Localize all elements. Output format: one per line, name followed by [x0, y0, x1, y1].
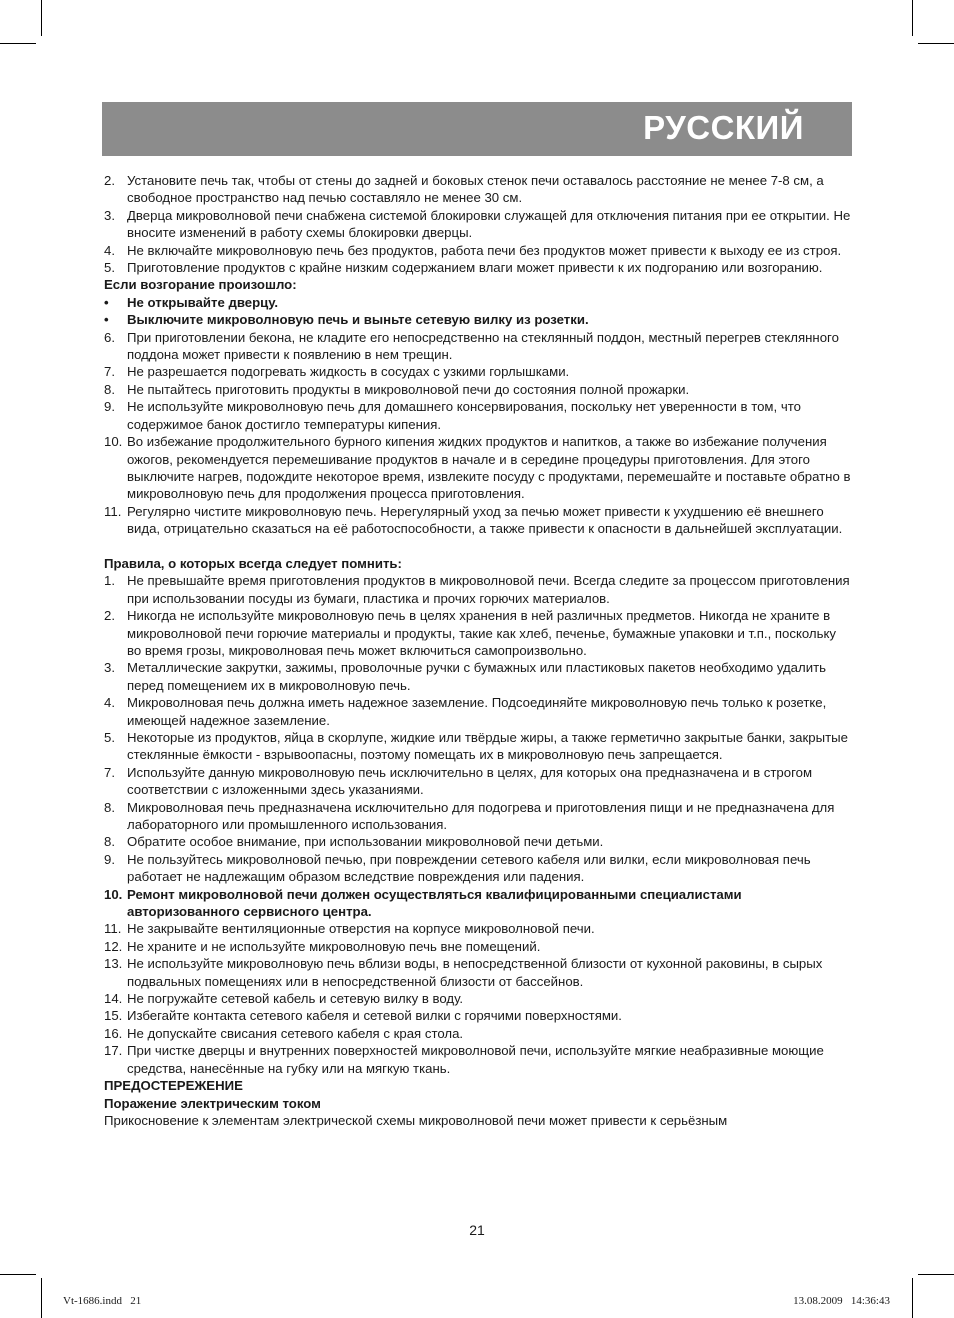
list-item: [104, 503, 852, 538]
crop-mark: [41, 0, 42, 36]
item-text: Не допускайте свисания сетевого кабеля с края стола.: [127, 1025, 464, 1041]
page-number: 21: [469, 1222, 485, 1238]
list-item: [104, 207, 852, 242]
item-number: 9.: [104, 851, 115, 867]
list-item: [104, 920, 852, 937]
list-item: [104, 329, 852, 364]
rules-list-continued: [104, 920, 852, 1077]
item-number: 6.: [104, 329, 115, 345]
list-item: [104, 398, 852, 433]
list-item: [104, 990, 852, 1007]
list-item: [104, 607, 852, 659]
crop-mark: [918, 1274, 954, 1275]
item-number: 10.: [104, 886, 123, 902]
item-text: Установите печь так, чтобы от стены до задней и боковых стенок печи оставалось расстояние не менее 7-8 см, а свободное пространство над печью составляло не менее 30 см.: [127, 173, 824, 206]
item-number: 12.: [104, 938, 123, 954]
list-item: [104, 955, 852, 990]
item-text: Не закрывайте вентиляционные отверстия на корпусе микроволновой печи.: [127, 921, 595, 937]
shock-text: Прикосновение к элементам электрической схемы микроволновой печи может привести к серьёзным: [104, 1112, 728, 1128]
item-number: 4.: [104, 695, 115, 711]
crop-mark: [0, 1274, 36, 1275]
rules-list: [104, 572, 852, 885]
safety-list-a: [104, 172, 852, 276]
list-item: [104, 764, 852, 799]
item-text: Избегайте контакта сетевого кабеля и сетевой вилки с горячими поверхностями.: [127, 1008, 622, 1024]
item-text: Не пользуйтесь микроволновой печью, при повреждении сетевого кабеля или вилки, если микроволновая печь работает не надлежащим образом вследствие повреждения или падения.: [127, 851, 811, 885]
list-item: [104, 729, 852, 764]
item-number: 15.: [104, 1008, 123, 1024]
list-item: [104, 1042, 852, 1077]
item-text: При приготовлении бекона, не кладите его непосредственно на стеклянный поддон, местный перегрев стеклянного поддона может привести к появлению в нем трещин.: [127, 329, 839, 363]
item-text: Ремонт микроволновой печи должен осуществляться квалифицированными специалистами авторизованного сервисного центра.: [127, 886, 742, 920]
crop-mark: [912, 0, 913, 36]
list-item: [104, 572, 852, 607]
item-text: Дверца микроволновой печи снабжена системой блокировки служащей для отключения питания при ее открытии. Не вносите изменений в работу схемы блокировки дверцы.: [127, 207, 851, 241]
crop-mark: [918, 43, 954, 44]
item-number: 2.: [104, 173, 115, 188]
item-number: 4.: [104, 242, 115, 258]
item-text: Не храните и не используйте микроволновую печь вне помещений.: [127, 938, 541, 954]
item-number: 3.: [104, 207, 115, 223]
item-number: 14.: [104, 991, 123, 1007]
list-item: [104, 242, 852, 259]
document-body: [104, 172, 852, 1129]
item-number: 8.: [104, 834, 115, 850]
crop-mark: [912, 1278, 913, 1318]
crop-mark: [0, 43, 36, 44]
fire-bullets: [104, 294, 852, 329]
list-item: [104, 694, 852, 729]
item-number: 16.: [104, 1025, 123, 1041]
item-text: Используйте данную микроволновую печь исключительно в целях, для которых она предназначена и в строгом соответствии с изложенными здесь указаниями.: [127, 764, 813, 798]
item-number: 17.: [104, 1043, 123, 1059]
item-number: 2.: [104, 608, 115, 624]
item-text: Не пытайтесь приготовить продукты в микроволновой печи до состояния полной прожарки.: [127, 381, 690, 397]
item-text: При чистке дверцы и внутренних поверхностей микроволновой печи, используйте мягкие неабразивные моющие средства, нанесённые на губку или на мягкую ткань.: [127, 1043, 824, 1076]
list-item: [104, 259, 852, 276]
item-number: 11.: [104, 921, 122, 937]
item-text: Приготовление продуктов с крайне низким содержанием влаги может привести к их подгоранию или возгоранию.: [127, 260, 823, 276]
item-number: 8.: [104, 381, 115, 397]
list-item: [104, 833, 852, 850]
list-item: [104, 938, 852, 955]
item-text: Не превышайте время приготовления продуктов в микроволновой печи. Всегда следите за процессом приготовления при использовании посуды из бумаги, пластика и прочих горючих материалов.: [127, 573, 850, 606]
list-item: [104, 851, 852, 886]
item-text: Во избежание продолжительного бурного кипения жидких продуктов и напитков, а также во избежание получения ожогов, рекомендуется перемешивание продуктов в начале и в середине процедуры приготовления. Для этого выключите нагрев, подождите некоторое время, извлеките посуду с продуктами, перемешайте и поставьте обратно в микроволновую печь для продолжения процесса приготовления.: [127, 434, 851, 502]
item-text: Микроволновая печь должна иметь надежное заземление. Подсоединяйте микроволновую печь только к розетке, имеющей надежное заземление.: [127, 695, 827, 728]
item-text: Обратите особое внимание, при использовании микроволновой печи детьми.: [127, 834, 604, 850]
item-text: Не включайте микроволновую печь без продуктов, работа печи без продуктов может привести к выходу ее из строя.: [127, 242, 842, 258]
item-text: Выключите микроволновую печь и выньте сетевую вилку из розетки.: [127, 312, 589, 328]
item-number: 9.: [104, 399, 115, 415]
language-title: РУССКИЙ: [643, 109, 804, 146]
item-number: 1.: [104, 573, 115, 589]
bullet-marker: •: [104, 294, 109, 310]
item-number: 13.: [104, 956, 123, 972]
item-text: Не разрешается подогревать жидкость в сосудах с узкими горлышками.: [127, 364, 570, 380]
item-number: 8.: [104, 799, 115, 815]
item-text: Некоторые из продуктов, яйца в скорлупе, жидкие или твёрдые жиры, а также герметично закрытые банки, закрытые стеклянные ёмкости - взрывоопасны, поэтому помещать их в микроволновую печь запрещается.: [127, 729, 848, 763]
bullet-marker: •: [104, 312, 109, 328]
fire-heading: Если возгорание произошло:: [104, 277, 297, 293]
list-item: [104, 1007, 852, 1024]
item-text: Не используйте микроволновую печь для домашнего консервирования, поскольку нет уверенности в том, что содержимое банок достигло температуры кипения.: [127, 399, 801, 432]
bullet-item: [104, 294, 852, 311]
item-number: 5.: [104, 729, 115, 745]
item-text: Не погружайте сетевой кабель и сетевую вилку в воду.: [127, 991, 464, 1007]
item-number: 7.: [104, 764, 115, 780]
safety-list-b: [104, 329, 852, 538]
item-text: Никогда не используйте микроволновую печь в целях хранения в ней различных предметов. Никогда не храните в микроволновой печи горючие материалы и продукты, такие как хлеб, печенье, бумажные упаковки и т.п., поскольку во время грозы, микроволновая печь может включиться самопроизвольно.: [127, 608, 837, 658]
item-number: 3.: [104, 660, 115, 676]
list-item: [104, 172, 852, 207]
item-number: 10.: [104, 434, 123, 450]
list-item: [104, 363, 852, 380]
item-text: Не используйте микроволновую печь вблизи воды, в непосредственной близости от кухонной раковины, в сырых подвальных помещениях или в непосредственной близости от бассейнов.: [127, 956, 823, 989]
item-text: Не открывайте дверцу.: [127, 294, 279, 310]
list-item: [104, 433, 852, 503]
slug-datetime: 13.08.2009 14:36:43: [793, 1295, 890, 1307]
list-item: [104, 799, 852, 834]
bullet-item: [104, 311, 852, 328]
item-text: Металлические закрутки, зажимы, проволочные ручки с бумажных или пластиковых пакетов необходимо удалить перед помещением их в микроволновую печь.: [127, 660, 826, 693]
rule-10-item: [104, 886, 852, 921]
list-item: [104, 381, 852, 398]
item-number: 5.: [104, 260, 115, 276]
list-item: [104, 1025, 852, 1042]
item-number: 7.: [104, 364, 115, 380]
warning-heading: ПРЕДОСТЕРЕЖЕНИЕ: [104, 1078, 243, 1094]
item-text: Микроволновая печь предназначена исключительно для подогрева и приготовления пищи и не предназначена для лабораторного или промышленного использования.: [127, 799, 835, 833]
slug-file: Vt-1686.indd 21: [63, 1295, 142, 1307]
crop-mark: [41, 1278, 42, 1318]
list-item: [104, 659, 852, 694]
shock-heading: Поражение электрическим током: [104, 1095, 321, 1111]
rules-heading: Правила, о которых всегда следует помнить:: [104, 555, 402, 571]
item-number: 11.: [104, 503, 122, 519]
item-text: Регулярно чистите микроволновую печь. Нерегулярный уход за печью может привести к ухудшению её внешнего вида, отрицательно сказаться на её работоспособности, а также привести к опасности в дальнейшей эксплуатации.: [127, 503, 843, 537]
language-header-bar: [102, 102, 852, 156]
